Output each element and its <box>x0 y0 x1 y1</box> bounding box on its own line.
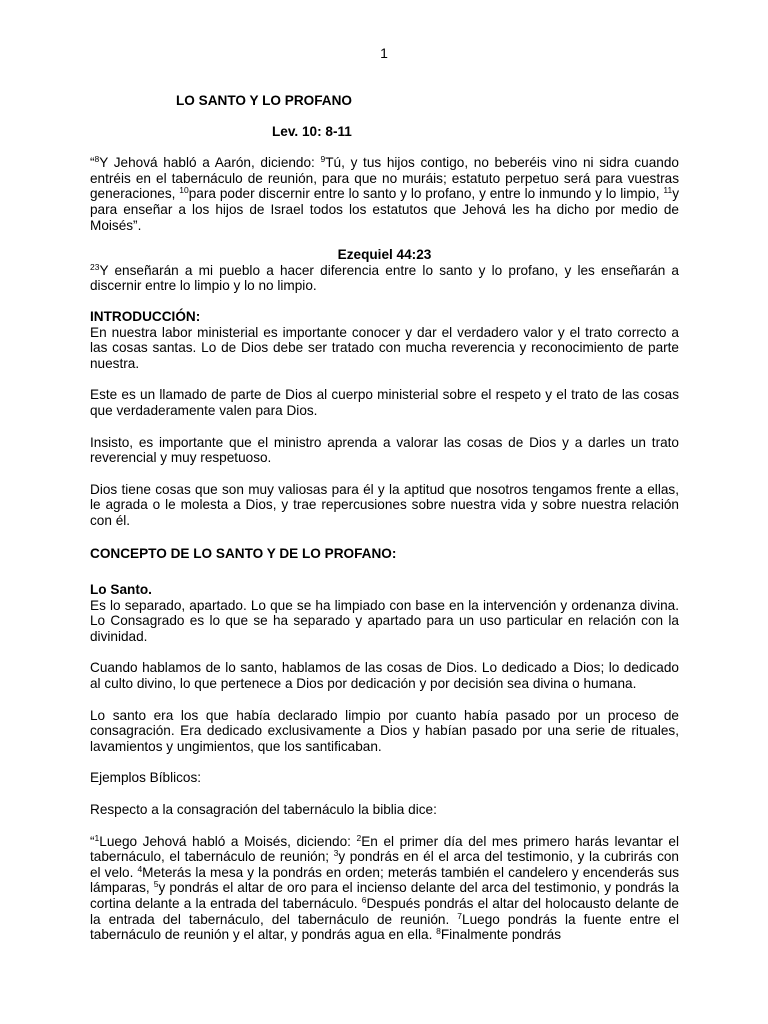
ezekiel-quote <box>90 263 679 294</box>
verse-text: Y Jehová habló a Aarón, diciendo: <box>99 155 321 171</box>
verse-number: 10 <box>179 185 189 196</box>
intro-paragraph: Este es un llamado de parte de Dios al cuerpo ministerial sobre el respeto y el trato de las cosas que verdaderamente valen para Dios. <box>90 387 679 418</box>
subheading-lo-santo: Lo Santo. <box>90 582 152 598</box>
santo-paragraph: Lo santo era los que había declarado limpio por cuanto había pasado por un proceso de consagración. Era dedicado exclusivamente a Dios y habían pasado por una serie de rituales, lavamientos y ungimientos, que los santificaban. <box>90 707 679 754</box>
verse-text: y para enseñar a los hijos de Israel todos los estatutos que Jehová les ha dicho por medio de Moisés”. <box>90 186 679 233</box>
verse-text: para poder discernir entre lo santo y lo profano, y entre lo inmundo y lo limpio, <box>188 186 664 202</box>
section-heading-introduccion: INTRODUCCIÓN: <box>90 308 201 324</box>
exodus-quote <box>90 834 679 943</box>
santo-paragraph: Cuando hablamos de lo santo, hablamos de las cosas de Dios. Lo dedicado a Dios; lo dedicado al culto divino, lo que pertenece a Dios por dedicación y por decisión sea divina o humana. <box>90 660 679 692</box>
verse-text: Tú, y tus hijos contigo, no beberéis vino ni sidra cuando entréis en el tabernáculo de reunión, para que no muráis; estatuto perpetuo será para vuestras generaciones, <box>90 155 679 202</box>
verse-number: 11 <box>663 185 673 196</box>
verse-text: Finalmente pondrás <box>440 927 562 943</box>
verse-number: 8 <box>94 154 100 165</box>
verse-number: 23 <box>90 261 100 272</box>
verse-text: Y enseñarán a mi pueblo a hacer diferencia entre lo santo y lo profano, y les enseñarán a discernir entre lo limpio y lo no limpio. <box>90 262 679 294</box>
page-number: 1 <box>380 45 388 61</box>
examples-label: Ejemplos Bíblicos: <box>90 770 202 786</box>
tabernacle-intro: Respecto a la consagración del tabernáculo la biblia dice: <box>90 802 437 817</box>
reference-ezekiel: Ezequiel 44:23 <box>337 247 432 263</box>
section-heading-concepto: CONCEPTO DE LO SANTO Y DE LO PROFANO: <box>90 546 397 562</box>
verse-number: 1 <box>94 832 100 843</box>
verse-number: 4 <box>137 863 143 874</box>
leviticus-quote <box>90 155 679 233</box>
verse-number: 3 <box>333 848 339 859</box>
verse-number: 9 <box>320 154 326 165</box>
verse-number: 5 <box>153 879 159 890</box>
verse-text: En el primer día del mes primero harás levantar el tabernáculo, el tabernáculo de reunión; <box>90 833 679 865</box>
verse-text: Meterás la mesa y la pondrás en orden; meterás también el candelero y encenderás sus lámparas, <box>90 864 679 896</box>
verse-number: 6 <box>361 894 367 905</box>
santo-paragraph: Es lo separado, apartado. Lo que se ha limpiado con base en la intervención y ordenanza divina. Lo Consagrado es lo que se ha separado y apartado para un uso particular en relación con la divinidad. <box>90 597 679 644</box>
intro-paragraph: Dios tiene cosas que son muy valiosas para él y la aptitud que nosotros tengamos frente a ellas, le agrada o le molesta a Dios, y trae repercusiones sobre nuestra vida y sobre nuestra relación con él. <box>90 481 679 528</box>
quote-mark: “ <box>90 833 95 849</box>
reference-leviticus: Lev. 10: 8-11 <box>272 123 352 139</box>
verse-text: Luego Jehová habló a Moisés, diciendo: <box>99 833 357 849</box>
verse-text: y pondrás en él el arca del testimonio, y la cubrirás con el velo. <box>90 849 679 880</box>
document-title: LO SANTO Y LO PROFANO <box>176 93 352 108</box>
document-body <box>90 93 679 943</box>
verse-number: 2 <box>356 832 362 843</box>
quote-mark: “ <box>90 155 95 171</box>
verse-number: 7 <box>457 910 463 921</box>
intro-paragraph: Insisto, es importante que el ministro aprenda a valorar las cosas de Dios y a darles un trato reverencial y muy respetuoso. <box>90 434 679 466</box>
verse-text: Después pondrás el altar del holocausto delante de la entrada del tabernáculo, del tabernáculo de reunión. <box>90 895 679 927</box>
verse-text: Luego pondrás la fuente entre el tabernáculo de reunión y el altar, y pondrás agua en ella. <box>90 911 680 943</box>
verse-text: y pondrás el altar de oro para el incienso delante del arca del testimonio, y pondrás la cortina delante a la entrada del tabernáculo. <box>90 880 679 911</box>
intro-paragraph: En nuestra labor ministerial es importante conocer y dar el verdadero valor y el trato correcto a las cosas santas. Lo de Dios debe ser tratado con mucha reverencia y reconocimiento de parte nuestra. <box>90 324 679 371</box>
verse-number: 8 <box>436 926 441 937</box>
